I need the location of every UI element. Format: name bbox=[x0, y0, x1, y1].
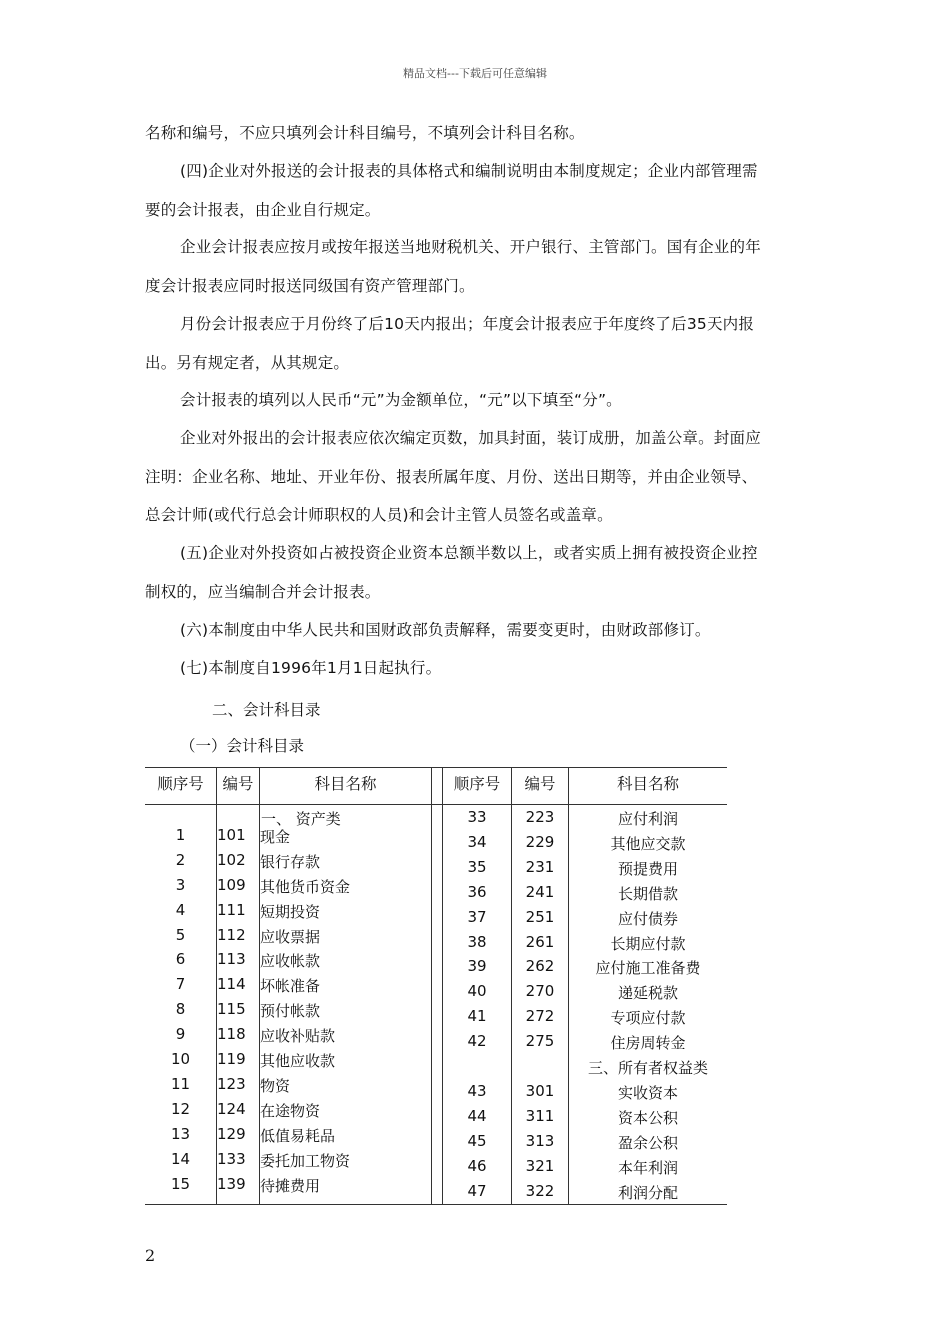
right-name-cell: 其他应交款 bbox=[610, 834, 686, 853]
left-name-cell: 银行存款 bbox=[260, 852, 321, 871]
right-seq-cell: 33 bbox=[467, 808, 487, 826]
paragraph-line: 度会计报表应同时报送同级国有资产管理部门。 bbox=[145, 277, 475, 295]
account-table bbox=[145, 767, 727, 1205]
subsection-title: （一）会计科目录 bbox=[180, 737, 305, 755]
page-header: 精品文档---下载后可任意编辑 bbox=[403, 67, 547, 80]
section-title: 二、会计科目录 bbox=[212, 701, 321, 719]
left-name-cell: 应收补贴款 bbox=[260, 1027, 336, 1046]
header-code-left: 编号 bbox=[222, 775, 254, 793]
left-seq-cell: 1 bbox=[175, 825, 186, 844]
left-name-cell: 应收票据 bbox=[260, 927, 321, 946]
left-seq-cell: 10 bbox=[170, 1050, 191, 1068]
right-name-cell: 专项应付款 bbox=[610, 1009, 686, 1028]
right-name-cell: 预提费用 bbox=[617, 859, 678, 878]
paragraph-line: 企业对外报出的会计报表应依次编定页数，加具封面，装订成册，加盖公章。封面应 bbox=[180, 429, 761, 447]
right-name-cell: 长期应付款 bbox=[610, 934, 686, 953]
right-code-cell: 261 bbox=[525, 932, 555, 951]
right-code-cell: 322 bbox=[525, 1181, 555, 1200]
left-name-cell: 现金 bbox=[260, 827, 291, 846]
right-code-cell: 251 bbox=[525, 907, 555, 926]
paragraph-line: 总会计师(或代行总会计师职权的人员)和会计主管人员签名或盖章。 bbox=[145, 506, 613, 524]
right-seq-cell: 44 bbox=[467, 1106, 487, 1125]
right-code-cell: 313 bbox=[525, 1131, 555, 1150]
right-name-cell: 盈余公积 bbox=[617, 1133, 678, 1152]
table-top-rule bbox=[145, 767, 727, 768]
header-name-left: 科目名称 bbox=[314, 775, 377, 793]
left-seq-cell: 15 bbox=[170, 1174, 191, 1193]
right-code-cell: 321 bbox=[525, 1156, 555, 1175]
left-seq-cell: 7 bbox=[175, 975, 186, 994]
right-name-cell: 递延税款 bbox=[617, 984, 678, 1003]
left-code-cell: 112 bbox=[217, 925, 246, 944]
header-seq-left: 顺序号 bbox=[157, 775, 204, 793]
left-name-cell: 物资 bbox=[260, 1076, 291, 1095]
paragraph-line: 名称和编号，不应只填列会计科目编号，不填列会计科目名称。 bbox=[145, 124, 585, 142]
left-name-cell: 委托加工物资 bbox=[260, 1151, 351, 1170]
right-code-cell: 311 bbox=[525, 1106, 555, 1125]
left-name-cell: 其他应收款 bbox=[260, 1052, 336, 1070]
right-name-cell: 应付施工准备费 bbox=[595, 959, 701, 978]
left-code-cell: 102 bbox=[217, 850, 246, 869]
right-name-cell: 长期借款 bbox=[617, 884, 678, 903]
left-seq-cell: 3 bbox=[175, 875, 186, 894]
paragraph-line: 出。另有规定者，从其规定。 bbox=[145, 354, 350, 372]
right-code-cell: 301 bbox=[525, 1081, 555, 1100]
paragraph-line: 会计报表的填列以人民币“元”为金额单位，“元”以下填至“分”。 bbox=[180, 391, 622, 409]
left-seq-cell: 8 bbox=[175, 1000, 186, 1019]
right-seq-cell: 34 bbox=[467, 832, 487, 851]
left-code-cell: 133 bbox=[217, 1149, 246, 1168]
right-code-cell: 231 bbox=[525, 857, 555, 876]
left-code-cell: 119 bbox=[217, 1050, 246, 1068]
right-seq-cell: 39 bbox=[467, 957, 487, 976]
paragraph-line: (五)企业对外投资如占被投资企业资本总额半数以上，或者实质上拥有被投资企业控 bbox=[180, 544, 758, 562]
left-code-cell: 101 bbox=[217, 825, 246, 844]
left-seq-cell: 6 bbox=[175, 950, 186, 969]
right-seq-cell: 38 bbox=[467, 932, 487, 951]
right-seq-cell: 46 bbox=[467, 1156, 487, 1175]
page-number: 2 bbox=[145, 1246, 156, 1265]
left-name-cell: 低值易耗品 bbox=[260, 1126, 336, 1145]
left-name-cell: 在途物资 bbox=[260, 1101, 321, 1120]
right-code-cell: 229 bbox=[525, 832, 555, 851]
left-code-cell: 109 bbox=[217, 875, 246, 894]
left-name-cell: 其他货币资金 bbox=[260, 877, 351, 896]
left-code-cell: 111 bbox=[217, 900, 246, 919]
right-name-cell: 应付债券 bbox=[617, 909, 678, 928]
right-seq-cell: 41 bbox=[467, 1007, 487, 1026]
right-name-cell: 住房周转金 bbox=[610, 1034, 686, 1053]
left-seq-cell: 2 bbox=[175, 850, 186, 869]
left-seq-cell: 14 bbox=[170, 1149, 191, 1168]
right-seq-cell: 40 bbox=[467, 982, 487, 1001]
paragraph-line: (七)本制度自1996年1月1日起执行。 bbox=[180, 659, 442, 677]
left-code-cell: 129 bbox=[217, 1124, 246, 1143]
left-category-label: 一、 资产类 bbox=[261, 810, 341, 828]
right-name-cell: 三、所有者权益类 bbox=[587, 1059, 708, 1077]
left-code-cell: 115 bbox=[217, 1000, 246, 1019]
right-seq-cell: 43 bbox=[467, 1081, 487, 1100]
right-name-cell: 应付利润 bbox=[617, 810, 678, 828]
paragraph-line: 要的会计报表，由企业自行规定。 bbox=[145, 201, 381, 219]
left-name-cell: 预付帐款 bbox=[260, 1002, 321, 1021]
table-bottom-rule bbox=[145, 1204, 727, 1205]
paragraph-line: 月份会计报表应于月份终了后10天内报出；年度会计报表应于年度终了后35天内报 bbox=[180, 315, 755, 333]
right-seq-cell: 37 bbox=[467, 907, 487, 926]
left-seq-cell: 9 bbox=[175, 1025, 186, 1044]
col-divider bbox=[431, 767, 432, 1204]
left-seq-cell: 4 bbox=[175, 900, 186, 919]
left-seq-cell: 12 bbox=[170, 1099, 191, 1118]
table-header-rule bbox=[145, 804, 727, 805]
right-code-cell: 262 bbox=[525, 957, 555, 976]
paragraph-line: 注明：企业名称、地址、开业年份、报表所属年度、月份、送出日期等，并由企业领导、 bbox=[145, 468, 758, 486]
paragraph-line: 制权的，应当编制合并会计报表。 bbox=[145, 583, 381, 601]
right-code-cell: 241 bbox=[525, 882, 555, 901]
left-code-cell: 118 bbox=[217, 1025, 246, 1044]
header-name-right: 科目名称 bbox=[616, 775, 679, 793]
left-code-cell: 113 bbox=[217, 950, 246, 969]
right-name-cell: 本年利润 bbox=[617, 1158, 678, 1177]
paragraph-line: (四)企业对外报送的会计报表的具体格式和编制说明由本制度规定；企业内部管理需 bbox=[180, 162, 758, 180]
left-name-cell: 应收帐款 bbox=[260, 952, 321, 971]
right-seq-cell: 47 bbox=[467, 1181, 487, 1200]
right-seq-cell: 45 bbox=[467, 1131, 487, 1150]
left-seq-cell: 5 bbox=[175, 925, 186, 944]
left-seq-cell: 11 bbox=[170, 1074, 191, 1093]
right-name-cell: 实收资本 bbox=[617, 1083, 678, 1102]
right-name-cell: 资本公积 bbox=[617, 1108, 678, 1127]
header-seq-right: 顺序号 bbox=[453, 775, 501, 793]
paragraph-line: (六)本制度由中华人民共和国财政部负责解释，需要变更时，由财政部修订。 bbox=[180, 621, 711, 639]
left-code-cell: 123 bbox=[217, 1074, 246, 1093]
right-name-cell: 利润分配 bbox=[617, 1183, 678, 1202]
right-seq-cell: 36 bbox=[467, 882, 487, 901]
left-code-cell: 139 bbox=[217, 1174, 246, 1193]
paragraph-line: 企业会计报表应按月或按年报送当地财税机关、开户银行、主管部门。国有企业的年 bbox=[180, 238, 761, 256]
left-code-cell: 124 bbox=[217, 1099, 246, 1118]
right-code-cell: 275 bbox=[525, 1032, 555, 1051]
right-code-cell: 270 bbox=[525, 982, 555, 1001]
left-name-cell: 坏帐准备 bbox=[260, 977, 321, 996]
right-code-cell: 223 bbox=[525, 808, 555, 826]
right-seq-cell: 42 bbox=[467, 1032, 487, 1051]
left-seq-cell: 13 bbox=[170, 1124, 191, 1143]
left-code-cell: 114 bbox=[217, 975, 246, 994]
left-name-cell: 待摊费用 bbox=[260, 1176, 321, 1195]
header-code-right: 编号 bbox=[524, 775, 556, 793]
left-name-cell: 短期投资 bbox=[260, 902, 321, 921]
right-seq-cell: 35 bbox=[467, 857, 487, 876]
right-code-cell: 272 bbox=[525, 1007, 555, 1026]
